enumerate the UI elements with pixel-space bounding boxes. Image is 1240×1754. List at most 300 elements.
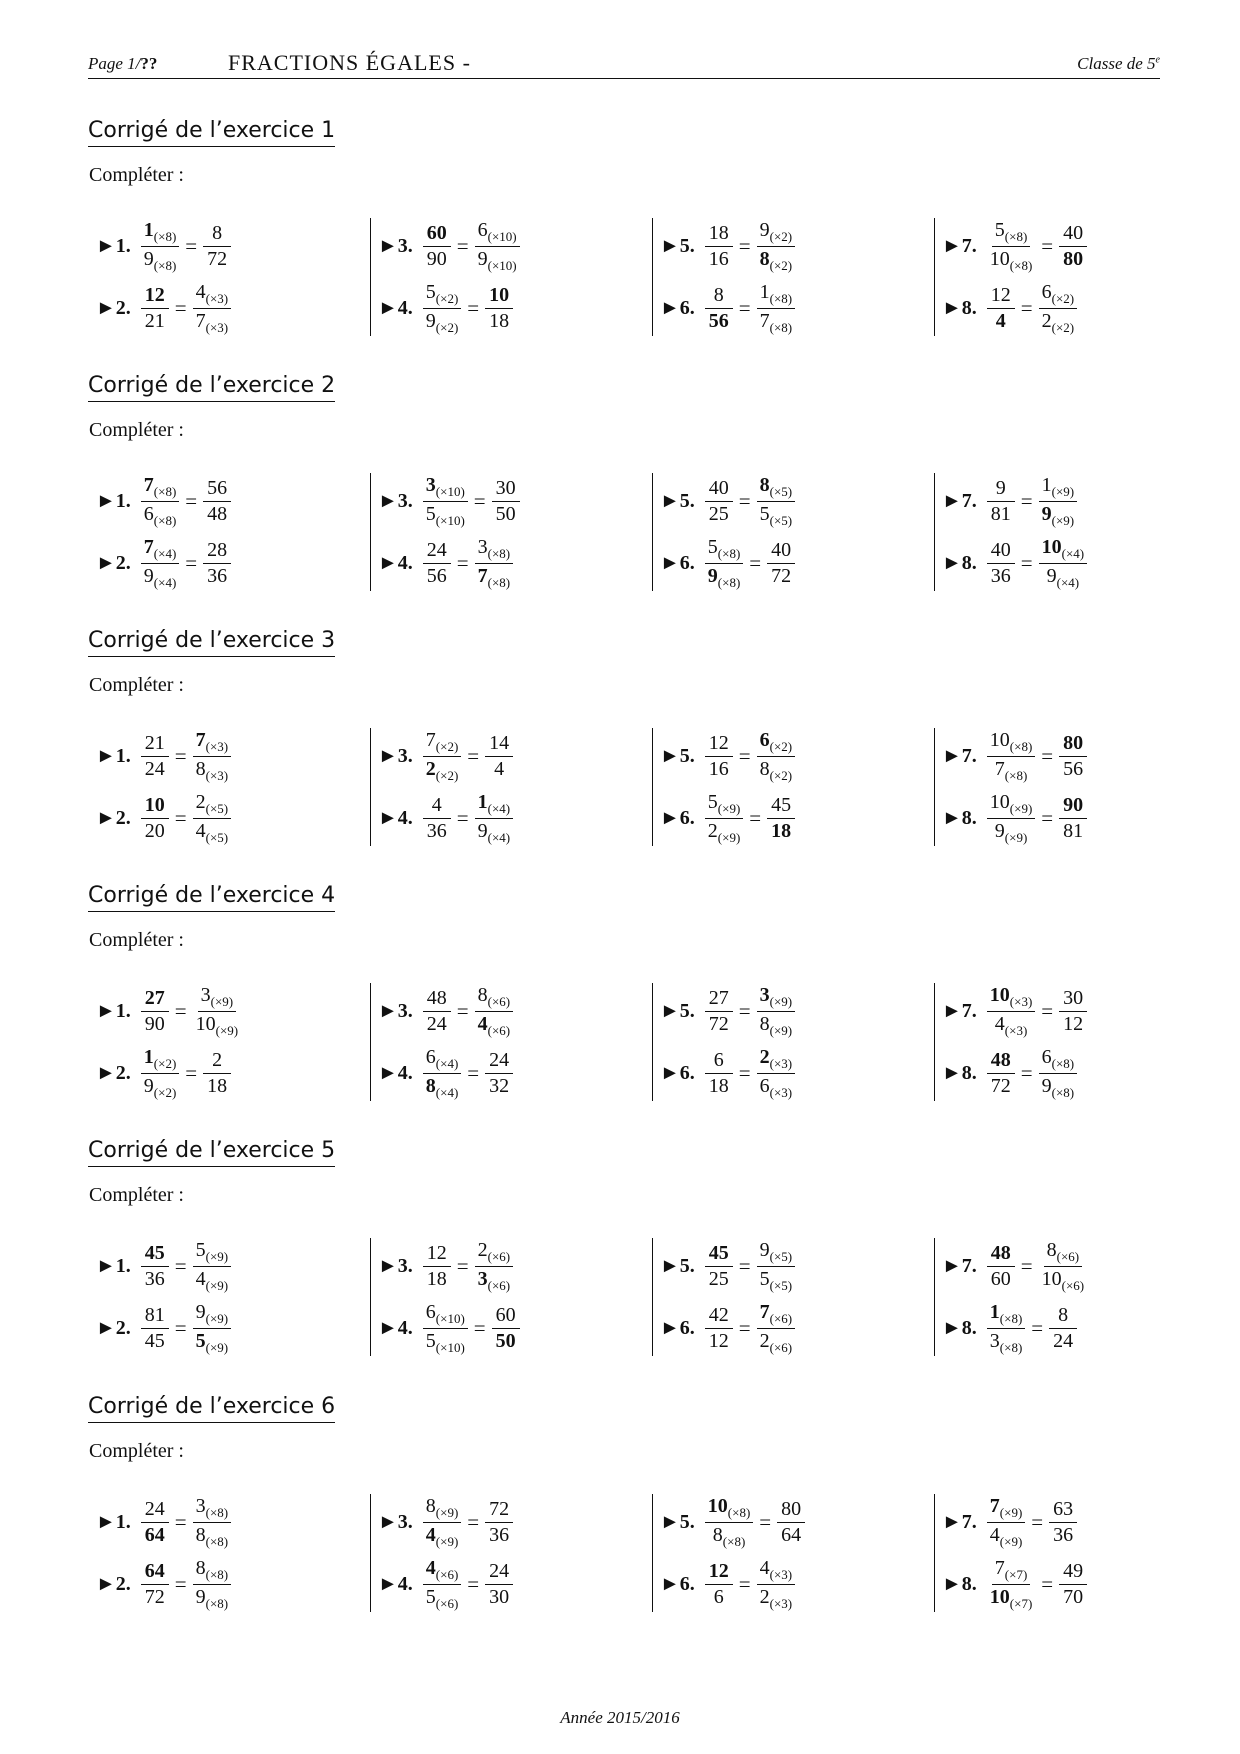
item-number: ►6. [660, 1061, 695, 1084]
denominator [193, 757, 232, 784]
denominator-value: 72 [990, 1074, 1011, 1097]
denominator-multiplier: (×3) [769, 1084, 793, 1100]
denominator-multiplier: (×9) [1051, 512, 1075, 528]
equation [705, 984, 795, 1039]
numerator-value: 9 [759, 218, 770, 241]
numerator-value: 56 [207, 476, 228, 499]
item-number: ►7. [942, 489, 977, 512]
denominator [1049, 1523, 1077, 1547]
numerator-multiplier: (×10) [487, 228, 517, 244]
denominator [987, 564, 1015, 588]
numerator [767, 794, 795, 819]
numerator-value: 49 [1063, 1559, 1084, 1582]
left-fraction [705, 536, 744, 591]
item-number: ►1. [96, 489, 131, 512]
numerator-multiplier: (×8) [487, 545, 511, 561]
item-number: ►5. [660, 1510, 695, 1533]
denominator-multiplier: (×4) [487, 829, 511, 845]
numerator-value: 40 [1063, 221, 1084, 244]
equals-sign: = [174, 805, 187, 830]
right-fraction [193, 1301, 232, 1356]
denominator [757, 1074, 796, 1101]
denominator [705, 1012, 733, 1036]
numerator [193, 729, 232, 757]
numerator-value: 48 [990, 1241, 1011, 1264]
left-fraction [987, 1557, 1036, 1612]
right-fraction [757, 474, 796, 529]
numerator-value: 7 [143, 473, 154, 496]
left-fraction [987, 1301, 1026, 1356]
denominator [992, 1012, 1031, 1039]
denominator [705, 819, 744, 846]
equals-sign: = [1020, 1060, 1033, 1085]
numerator-value: 10 [989, 790, 1010, 813]
denominator-value: 32 [489, 1074, 510, 1097]
numerator-multiplier: (×2) [769, 228, 793, 244]
item-number: ►2. [96, 551, 131, 574]
right-fraction [193, 1495, 232, 1550]
item-number: ►4. [378, 551, 413, 574]
equation [705, 1557, 795, 1612]
equation [987, 1046, 1077, 1101]
denominator-value: 9 [143, 247, 154, 270]
right-fraction [757, 1046, 796, 1101]
item-number: ►6. [660, 1316, 695, 1339]
equals-sign: = [738, 233, 751, 258]
item-number: ►6. [660, 296, 695, 319]
equation [987, 536, 1087, 591]
denominator-multiplier: (×8) [205, 1533, 229, 1549]
left-fraction [705, 1495, 754, 1550]
numerator-multiplier: (×8) [205, 1504, 229, 1520]
numerator [492, 477, 520, 502]
equals-sign: = [174, 295, 187, 320]
denominator-value: 7 [759, 309, 770, 332]
numerator [141, 732, 169, 757]
denominator-value: 6 [759, 1074, 770, 1097]
item-number: ►7. [942, 1510, 977, 1533]
denominator-multiplier: (×9) [215, 1022, 239, 1038]
right-fraction [1059, 794, 1087, 843]
equation [705, 1301, 795, 1356]
equation [141, 984, 241, 1039]
numerator [757, 219, 796, 247]
denominator-value: 25 [708, 502, 729, 525]
left-fraction [141, 1242, 169, 1291]
equation [141, 1046, 231, 1101]
denominator-multiplier: (×9) [205, 1277, 229, 1293]
exercise-column [934, 1238, 1216, 1356]
denominator-value: 24 [1053, 1329, 1074, 1352]
item-number: ►5. [660, 234, 695, 257]
numerator-value: 81 [144, 1303, 165, 1326]
left-fraction [987, 539, 1015, 588]
denominator-value: 18 [708, 1074, 729, 1097]
equals-sign: = [473, 1315, 486, 1340]
equals-sign: = [174, 1509, 187, 1534]
denominator-value: 18 [207, 1074, 228, 1097]
numerator-value: 8 [1046, 1238, 1057, 1261]
denominator-value: 81 [1063, 819, 1084, 842]
numerator [198, 984, 237, 1012]
denominator [423, 819, 451, 843]
numerator [485, 1049, 513, 1074]
numerator [141, 284, 169, 309]
numerator-value: 27 [144, 986, 165, 1009]
equals-sign: = [185, 550, 198, 575]
equation-item [96, 1300, 231, 1356]
denominator-value: 56 [708, 309, 729, 332]
denominator-multiplier: (×3) [205, 319, 229, 335]
denominator [992, 819, 1031, 846]
denominator [705, 1585, 733, 1609]
denominator-value: 9 [1041, 1074, 1052, 1097]
denominator-value: 18 [489, 309, 510, 332]
numerator-value: 1 [989, 1300, 1000, 1323]
numerator-value: 40 [771, 538, 792, 561]
numerator [992, 219, 1031, 247]
exercise-title: Corrigé de l’exercice 5 [88, 1138, 335, 1167]
exercise-column [934, 218, 1216, 336]
item-number: ►6. [660, 1572, 695, 1595]
equation-item [378, 1045, 513, 1101]
numerator-value: 64 [144, 1559, 165, 1582]
denominator-multiplier: (×9) [769, 1022, 793, 1038]
numerator-multiplier: (×8) [1051, 1055, 1075, 1071]
right-fraction [475, 1239, 514, 1294]
numerator [987, 477, 1015, 502]
equation-item [942, 1556, 1087, 1612]
right-fraction [777, 1498, 805, 1547]
denominator [203, 502, 231, 526]
denominator [1039, 309, 1078, 336]
denominator-multiplier: (×8) [722, 1533, 746, 1549]
numerator [423, 1557, 462, 1585]
numerator [475, 1239, 514, 1267]
exercise-block [88, 628, 1160, 858]
denominator-multiplier: (×8) [153, 512, 177, 528]
exercise-column [370, 1494, 653, 1612]
denominator [757, 1267, 796, 1294]
equation-item [942, 473, 1077, 529]
exercise-instruction: Compléter : [89, 419, 184, 441]
right-fraction [1039, 1046, 1078, 1101]
equation [141, 1239, 231, 1294]
numerator-multiplier: (×10) [435, 1310, 465, 1326]
numerator-value: 2 [759, 1045, 770, 1068]
equals-sign: = [1041, 805, 1054, 830]
equals-sign: = [456, 998, 469, 1023]
equals-sign: = [1031, 1315, 1044, 1340]
denominator-multiplier: (×9) [435, 1533, 459, 1549]
numerator [141, 1498, 169, 1523]
right-fraction [767, 539, 795, 588]
denominator [193, 1329, 232, 1356]
equation-item [942, 535, 1087, 591]
denominator [757, 309, 796, 336]
equals-sign: = [174, 743, 187, 768]
numerator-value: 1 [143, 1045, 154, 1068]
equals-sign: = [1020, 488, 1033, 513]
equals-sign: = [738, 998, 751, 1023]
equation-item [378, 1300, 520, 1356]
numerator-value: 10 [144, 793, 165, 816]
equation-item [660, 1494, 805, 1550]
denominator-value: 72 [708, 1012, 729, 1035]
numerator-value: 21 [144, 731, 165, 754]
denominator [423, 1074, 462, 1101]
left-fraction [141, 987, 169, 1036]
denominator [485, 1074, 513, 1098]
equation-item [378, 790, 513, 846]
numerator-value: 24 [144, 1497, 165, 1520]
equals-sign: = [456, 233, 469, 258]
equation-item [660, 218, 795, 274]
denominator-value: 5 [425, 1329, 436, 1352]
numerator-value: 4 [425, 1556, 436, 1579]
right-fraction [1059, 987, 1087, 1036]
exercise-column [88, 728, 371, 846]
numerator-value: 7 [425, 728, 436, 751]
numerator [423, 1242, 451, 1267]
equation-item [96, 1556, 231, 1612]
numerator [1039, 281, 1078, 309]
numerator [1049, 1498, 1077, 1523]
numerator-value: 1 [477, 790, 488, 813]
denominator-value: 10 [989, 247, 1010, 270]
denominator-value: 24 [426, 1012, 447, 1035]
denominator [1039, 1267, 1088, 1294]
exercise-column [934, 983, 1216, 1101]
denominator-value: 81 [990, 502, 1011, 525]
equation [987, 474, 1077, 529]
numerator-multiplier: (×8) [999, 1310, 1023, 1326]
denominator-multiplier: (×5) [205, 829, 229, 845]
equation-item [660, 728, 795, 784]
item-number: ►3. [378, 1254, 413, 1277]
numerator-value: 10 [707, 1494, 728, 1517]
denominator-value: 12 [1063, 1012, 1084, 1035]
numerator-value: 6 [1041, 280, 1052, 303]
numerator-value: 2 [195, 790, 206, 813]
denominator-value: 9 [1046, 564, 1057, 587]
numerator-multiplier: (×6) [769, 1310, 793, 1326]
denominator-multiplier: (×3) [769, 1595, 793, 1611]
equation [141, 281, 231, 336]
item-number: ►6. [660, 551, 695, 574]
numerator [141, 1046, 180, 1074]
denominator [193, 1523, 232, 1550]
denominator-value: 90 [426, 247, 447, 270]
numerator [705, 222, 733, 247]
right-fraction [1039, 1239, 1088, 1294]
numerator-value: 4 [759, 1556, 770, 1579]
denominator-value: 36 [1053, 1523, 1074, 1546]
exercise-column [652, 1494, 935, 1612]
denominator [485, 1585, 513, 1609]
exercise-column [652, 728, 935, 846]
right-fraction [1049, 1304, 1077, 1353]
left-fraction [423, 1557, 462, 1612]
numerator [485, 732, 513, 757]
numerator-multiplier: (×6) [487, 1248, 511, 1264]
exercise-column [934, 728, 1216, 846]
left-fraction [423, 222, 451, 271]
equation [705, 791, 795, 846]
denominator-multiplier: (×4) [1056, 574, 1080, 590]
left-fraction [141, 219, 180, 274]
item-number: ►3. [378, 234, 413, 257]
denominator-multiplier: (×8) [153, 257, 177, 273]
equation [423, 474, 520, 529]
denominator-value: 4 [494, 757, 505, 780]
denominator [987, 1074, 1015, 1098]
numerator [423, 222, 451, 247]
equals-sign: = [1020, 1253, 1033, 1278]
right-fraction [475, 984, 514, 1039]
equation-item [378, 1556, 513, 1612]
numerator [705, 1304, 733, 1329]
equation-item [378, 535, 513, 591]
left-fraction [141, 1498, 169, 1547]
numerator [705, 536, 744, 564]
equals-sign: = [749, 550, 762, 575]
numerator-value: 5 [425, 280, 436, 303]
denominator-multiplier: (×8) [1004, 767, 1028, 783]
denominator-multiplier: (×2) [769, 257, 793, 273]
denominator [141, 1329, 169, 1353]
numerator-value: 45 [771, 793, 792, 816]
numerator-value: 10 [989, 983, 1010, 1006]
denominator-multiplier: (×10) [435, 1339, 465, 1355]
right-fraction [757, 1557, 796, 1612]
denominator-multiplier: (×6) [1061, 1277, 1085, 1293]
equation-item [378, 728, 513, 784]
numerator-value: 12 [708, 1559, 729, 1582]
denominator [987, 247, 1036, 274]
numerator-value: 6 [477, 218, 488, 241]
denominator-multiplier: (×5) [769, 1277, 793, 1293]
denominator [475, 247, 520, 274]
numerator-value: 72 [489, 1497, 510, 1520]
numerator-value: 24 [426, 538, 447, 561]
numerator-multiplier: (×2) [1051, 290, 1075, 306]
denominator-value: 3 [477, 1267, 488, 1290]
denominator-value: 72 [144, 1585, 165, 1608]
right-fraction [757, 729, 796, 784]
numerator-value: 8 [195, 1556, 206, 1579]
numerator-multiplier: (×2) [435, 738, 459, 754]
equation-item [96, 790, 231, 846]
denominator-value: 8 [195, 757, 206, 780]
denominator [203, 247, 231, 271]
numerator-multiplier: (×9) [435, 1504, 459, 1520]
denominator [193, 1267, 232, 1294]
equation [141, 536, 231, 591]
numerator-multiplier: (×6) [1056, 1248, 1080, 1264]
exercise-instruction: Compléter : [89, 164, 184, 186]
denominator-value: 7 [994, 757, 1005, 780]
denominator-multiplier: (×2) [153, 1084, 177, 1100]
numerator-multiplier: (×6) [435, 1566, 459, 1582]
equals-sign: = [738, 488, 751, 513]
numerator-value: 60 [495, 1303, 516, 1326]
denominator-value: 36 [489, 1523, 510, 1546]
left-fraction [987, 1049, 1015, 1098]
numerator-value: 30 [495, 476, 516, 499]
right-fraction [1039, 474, 1078, 529]
denominator-multiplier: (×6) [487, 1277, 511, 1293]
numerator [485, 284, 513, 309]
equation-item [942, 983, 1087, 1039]
denominator [705, 502, 733, 526]
equation-item [96, 1238, 231, 1294]
equation [423, 791, 513, 846]
numerator [203, 1049, 231, 1074]
denominator-value: 8 [425, 1074, 436, 1097]
numerator-value: 60 [426, 221, 447, 244]
numerator-value: 1 [143, 218, 154, 241]
denominator [1044, 564, 1083, 591]
numerator [193, 1557, 232, 1585]
denominator [757, 502, 796, 529]
denominator-value: 4 [195, 1267, 206, 1290]
denominator-value: 9 [707, 564, 718, 587]
numerator [1059, 732, 1087, 757]
denominator-value: 9 [477, 819, 488, 842]
numerator-value: 12 [144, 283, 165, 306]
left-fraction [141, 474, 180, 529]
denominator-value: 5 [759, 502, 770, 525]
right-fraction [757, 281, 796, 336]
equals-sign: = [467, 1571, 480, 1596]
numerator [423, 1495, 462, 1523]
denominator [141, 757, 169, 781]
equals-sign: = [467, 1509, 480, 1534]
numerator [987, 984, 1036, 1012]
denominator-value: 4 [477, 1012, 488, 1035]
numerator-multiplier: (×8) [1009, 738, 1033, 754]
denominator-value: 50 [495, 502, 516, 525]
equals-sign: = [174, 1571, 187, 1596]
denominator-multiplier: (×8) [1009, 257, 1033, 273]
exercise-title: Corrigé de l’exercice 3 [88, 628, 335, 657]
equation [987, 1495, 1077, 1550]
exercise-title: Corrigé de l’exercice 6 [88, 1394, 335, 1423]
denominator-multiplier: (×10) [435, 512, 465, 528]
right-fraction [193, 1557, 232, 1612]
denominator [987, 1267, 1015, 1291]
equation [423, 729, 513, 784]
exercise-title: Corrigé de l’exercice 2 [88, 373, 335, 402]
numerator [423, 474, 468, 502]
numerator [193, 281, 232, 309]
numerator-value: 24 [489, 1048, 510, 1071]
exercise-column [88, 1238, 371, 1356]
denominator [1049, 1329, 1077, 1353]
equation [141, 1557, 231, 1612]
right-fraction [492, 1304, 520, 1353]
item-number: ►2. [96, 1572, 131, 1595]
equation-item [660, 983, 795, 1039]
equation-item [942, 1045, 1077, 1101]
left-fraction [987, 219, 1036, 274]
right-fraction [757, 1301, 796, 1356]
denominator [492, 502, 520, 526]
numerator-value: 14 [489, 731, 510, 754]
numerator-value: 5 [707, 790, 718, 813]
numerator [705, 477, 733, 502]
